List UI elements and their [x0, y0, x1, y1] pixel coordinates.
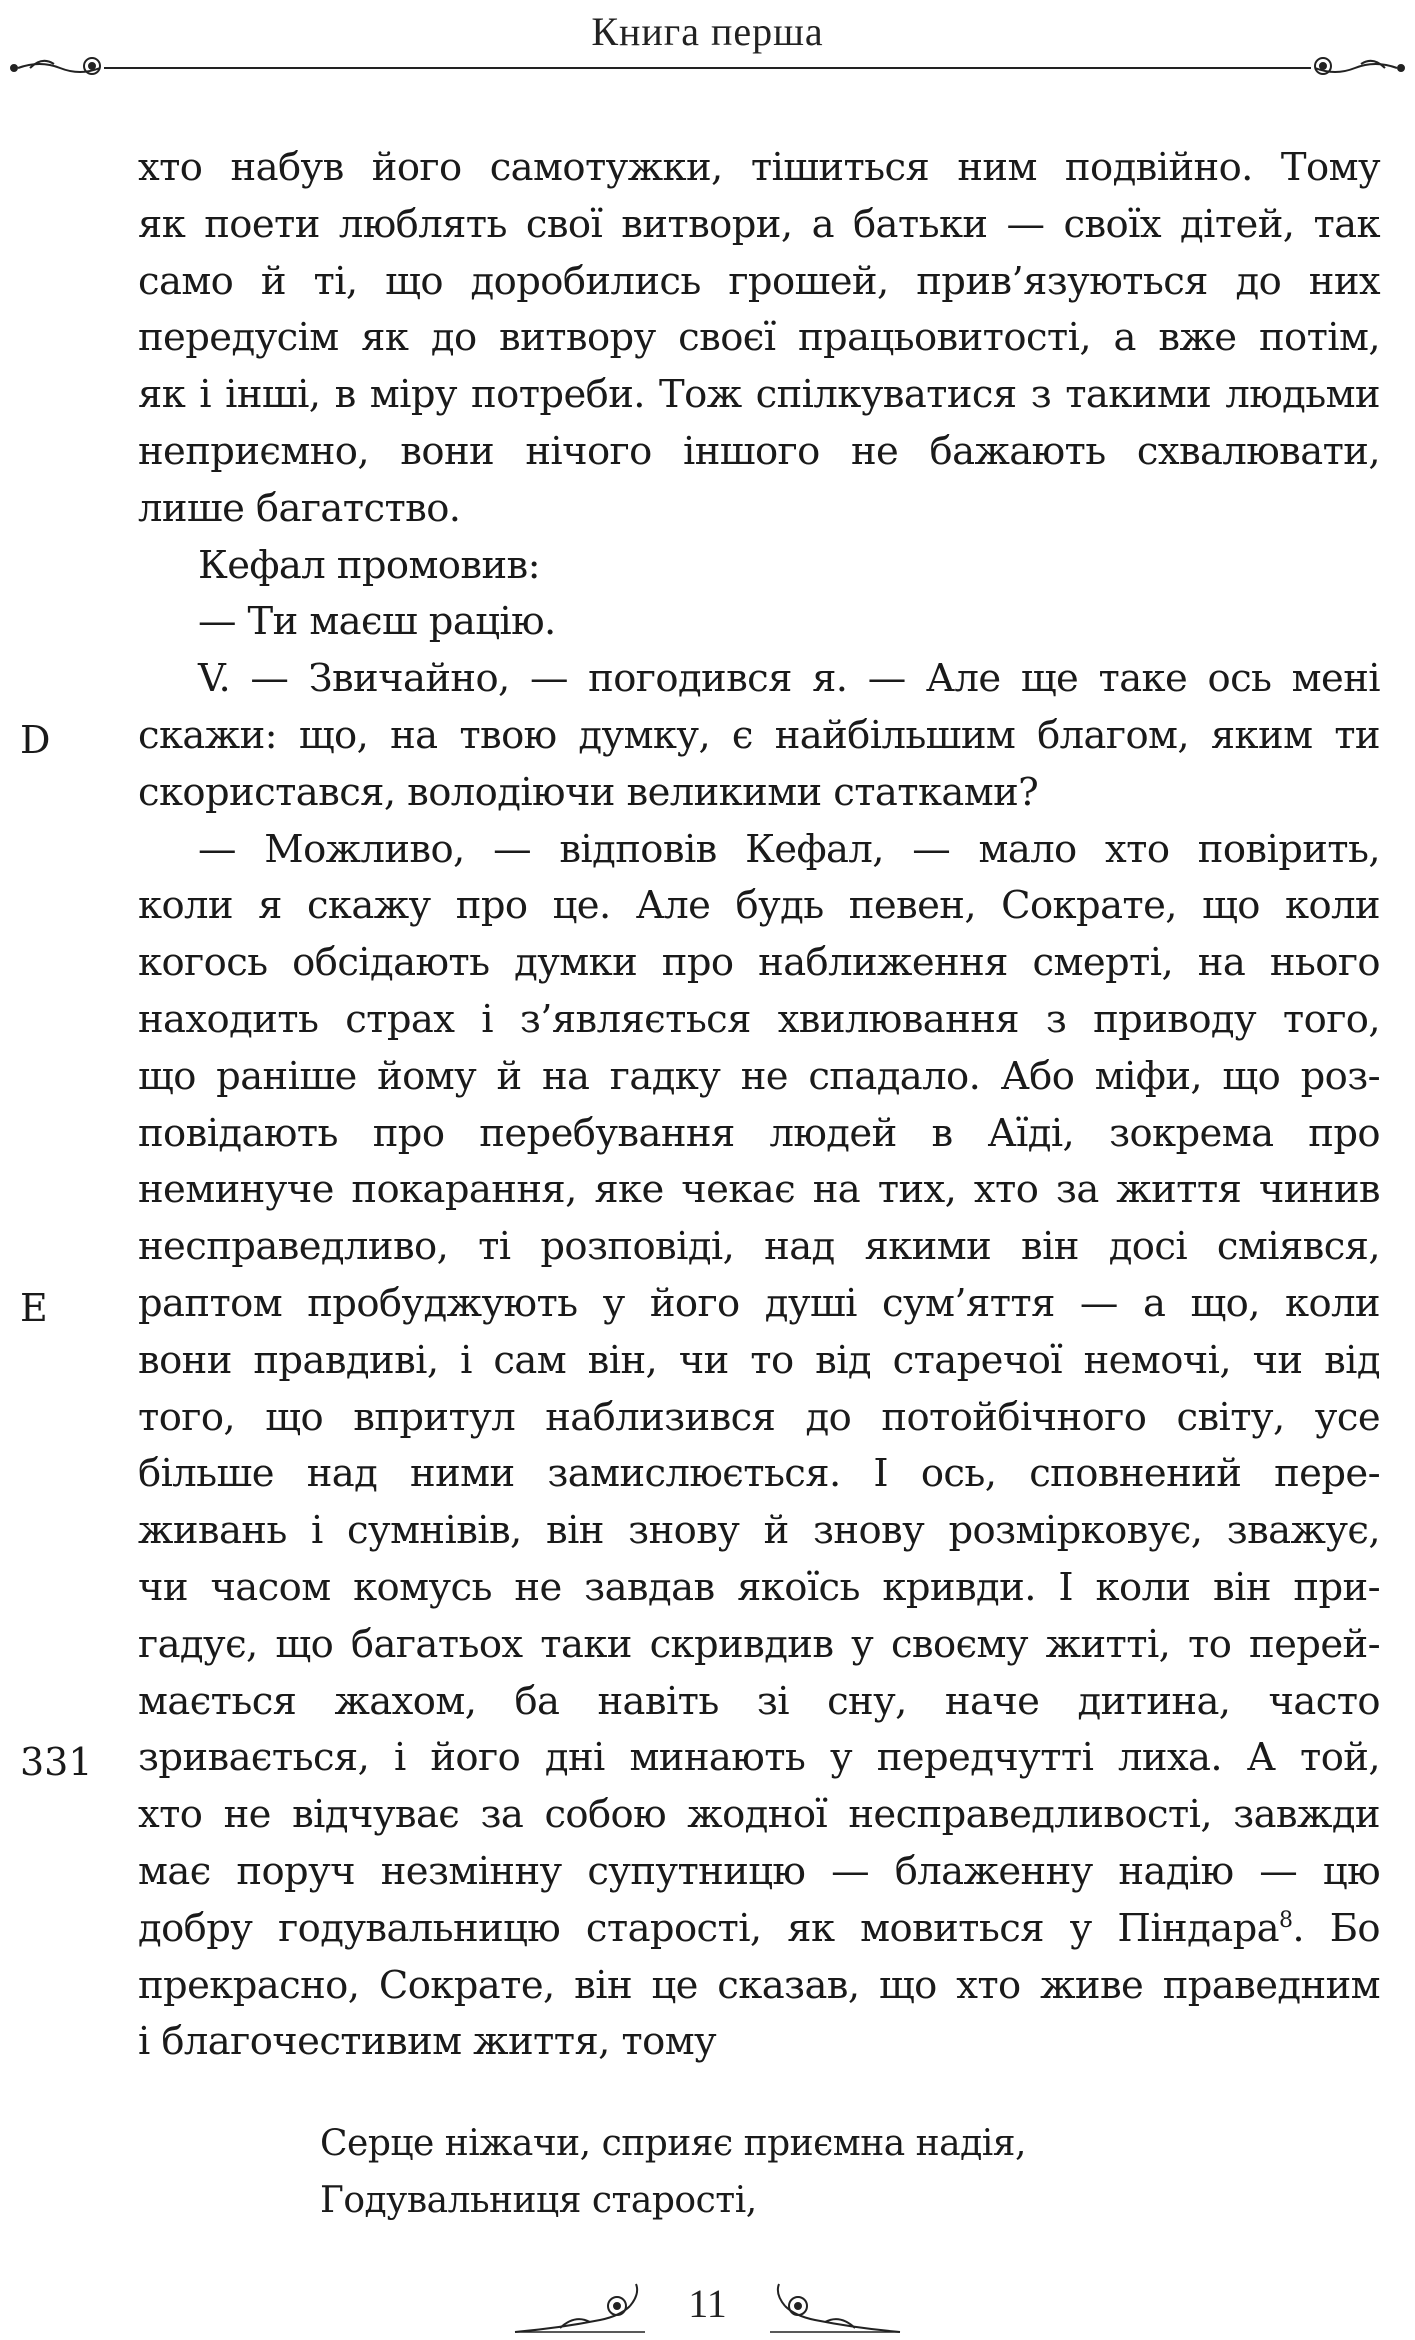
right-flourish-icon: [1293, 58, 1404, 74]
text-line: прекрасно, Сократе, він це сказав, що хто живе праведним: [138, 1962, 1380, 2008]
stephanus-margin-e: E: [20, 1286, 48, 1330]
text-line: V. — Звичайно, — погодився я. — Але ще таке ось мені: [198, 656, 1380, 702]
text-line: Кефал промовив:: [198, 542, 540, 588]
text-line: як поети люблять свої витвори, а батьки — своїх дітей, так: [138, 201, 1380, 247]
text-line: скажи: що, на твою думку, є найбільшим благом, яким ти: [138, 712, 1380, 758]
text-line: чи часом комусь не завдав якоїсь кривди. І коли він при-: [138, 1564, 1380, 1610]
text-line: хто не відчуває за собою жодної несправедливості, завжди: [138, 1792, 1380, 1838]
stephanus-margin-331: 331: [20, 1740, 93, 1784]
text-line: має поруч незмінну супутницю — блаженну надію — цю: [138, 1848, 1380, 1894]
page-footer: [0, 2270, 1415, 2340]
text-line: зривається, і його дні минають у передчутті лиха. А той,: [138, 1735, 1380, 1781]
body-text: [138, 140, 1380, 2071]
page-number: 11: [688, 2281, 727, 2326]
text-line: неприємно, вони нічого іншого не бажають схвалювати,: [138, 428, 1380, 474]
text-line: більше над ними замислюється. І ось, сповнений пере-: [138, 1451, 1380, 1497]
text-line: когось обсідають думки про наближення смерті, на нього: [138, 940, 1380, 986]
text-line: і благочестивим життя, тому: [138, 2019, 717, 2065]
verse-line: Серце ніжачи, сприяє приємна надія,: [320, 2123, 1026, 2164]
text-line: гадує, що багатьох таки скривдив у своєму житті, то перей-: [138, 1621, 1380, 1667]
stephanus-margin-d: D: [20, 718, 51, 762]
text-line: повідають про перебування людей в Аїді, зокрема про: [138, 1110, 1380, 1156]
text-line: лише багатство.: [138, 485, 461, 531]
text-line: хто набув його самотужки, тішиться ним подвійно. Тому: [138, 145, 1380, 190]
text-line: находить страх і з’являється хвилювання з приводу того,: [138, 996, 1380, 1042]
footnote-reference[interactable]: 8: [1278, 1907, 1293, 1933]
text-line-with-footnote: [138, 1901, 1380, 1958]
text-line: само й ті, що доробились грошей, прив’язуються до них: [138, 258, 1380, 304]
text-line: передусім як до витвору своєї працьовитості, а вже потім,: [138, 315, 1380, 361]
text-line: як і інші, в міру потреби. Тож спілкуватися з такими людьми: [138, 372, 1380, 418]
text-line: коли я скажу про це. Але будь певен, Сократе, що коли: [138, 883, 1380, 929]
verse-line: Годувальниця старості,: [320, 2180, 757, 2221]
text-line: живань і сумнівів, він знову й знову розмірковує, зважує,: [138, 1508, 1380, 1554]
text-line: неминуче покарання, яке чекає на тих, хто за життя чинив: [138, 1167, 1380, 1213]
text-line: — Ти маєш рацію.: [198, 599, 556, 645]
left-flourish-icon: [11, 58, 122, 74]
text-line: того, що впритул наблизився до потойбічного світу, усе: [138, 1394, 1380, 1440]
text-line: що раніше йому й на гадку не спадало. Або міфи, що роз-: [138, 1053, 1380, 1099]
running-header-title: Книга перша: [591, 9, 824, 54]
text-line: — Можливо, — відповів Кефал, — мало хто повірить,: [198, 826, 1380, 872]
text-line: раптом пробуджують у його душі сум’яття — а що, коли: [138, 1280, 1380, 1326]
verse-quotation: [320, 2115, 1026, 2229]
text-line: скористався, володіючи великими статками?: [138, 769, 1039, 815]
text-line-main: добру годувальницю старості, як мовиться у Піндара: [138, 1905, 1279, 1951]
text-line: мається жахом, ба навіть зі сну, наче дитина, часто: [138, 1678, 1380, 1724]
header-ornament-rule: [0, 48, 1415, 88]
running-header: [0, 0, 1415, 90]
text-line: вони правдиві, і сам він, чи то від старечої немочі, чи від: [138, 1337, 1380, 1383]
text-line: несправедливо, ті розповіді, над якими він досі сміявся,: [138, 1224, 1380, 1270]
text-line-tail: . Бо: [1292, 1905, 1380, 1951]
